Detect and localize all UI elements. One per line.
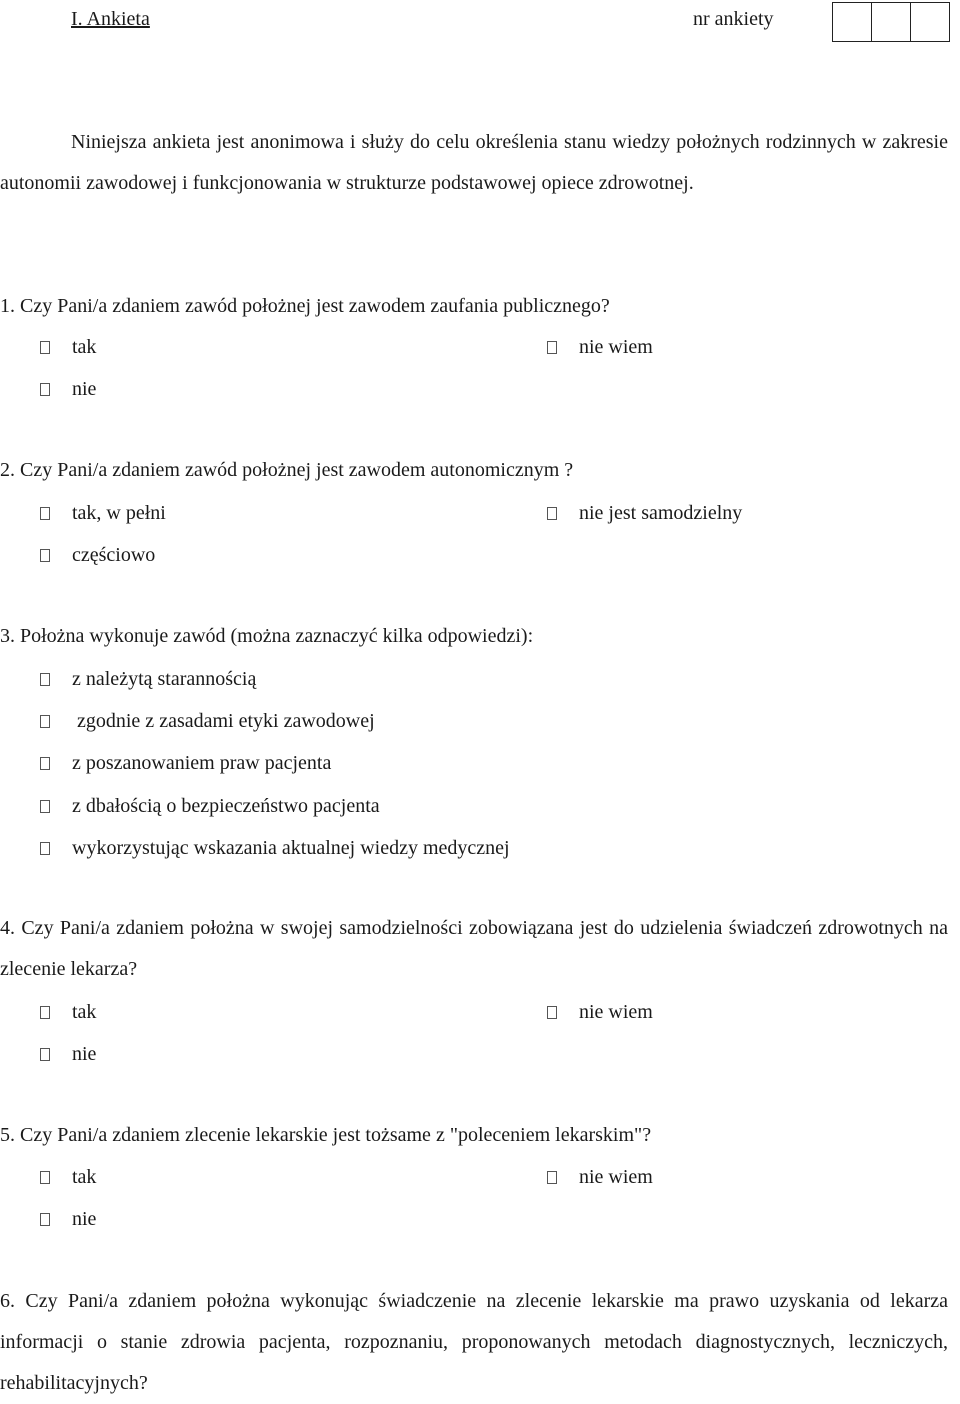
- option-label: częściowo: [72, 544, 156, 566]
- checkbox-icon[interactable]: [40, 1048, 50, 1061]
- option-label: nie wiem: [579, 336, 653, 358]
- question-3-text: 3. Położna wykonuje zawód (można zaznaczyć kilka odpowiedzi):: [0, 625, 534, 647]
- checkbox-icon[interactable]: [40, 341, 50, 354]
- q1-option-nie-wiem[interactable]: [547, 336, 653, 359]
- checkbox-icon[interactable]: [40, 842, 50, 855]
- question-4-text: 4. Czy Pani/a zdaniem położna w swojej samodzielności zobowiązana jest do udzielenia świadczeń zdrowotnych na zlecenie lekarza?: [0, 917, 948, 980]
- q5-option-tak[interactable]: [40, 1166, 96, 1189]
- checkbox-icon[interactable]: [40, 1171, 50, 1184]
- survey-number-box-1[interactable]: [832, 2, 872, 42]
- q3-option-5[interactable]: [40, 837, 510, 860]
- survey-number-boxes: [832, 2, 950, 42]
- q4-option-tak[interactable]: [40, 1001, 96, 1024]
- option-label: tak: [72, 1001, 97, 1023]
- checkbox-icon[interactable]: [40, 1006, 50, 1019]
- option-label: tak, w pełni: [72, 502, 166, 524]
- q4-option-nie[interactable]: [40, 1043, 96, 1066]
- option-label: nie: [72, 1208, 97, 1230]
- intro-paragraph: Niniejsza ankieta jest anonimowa i służy do celu określenia stanu wiedzy położnych rodzinnych w zakresie autonomii zawodowej i funkcjonowania w strukturze podstawowej opiece zdrowotnej.: [0, 131, 948, 194]
- q2-option-czesciowo[interactable]: [40, 544, 155, 567]
- checkbox-icon[interactable]: [40, 549, 50, 562]
- q2-option-nie-jest-samodzielny[interactable]: [547, 502, 742, 525]
- option-label: tak: [72, 1166, 97, 1188]
- option-label: nie wiem: [579, 1166, 653, 1188]
- q5-option-nie-wiem[interactable]: [547, 1166, 653, 1189]
- option-label: nie wiem: [579, 1001, 653, 1023]
- question-2-text: 2. Czy Pani/a zdaniem zawód położnej jest zawodem autonomicznym ?: [0, 459, 574, 481]
- q1-option-tak[interactable]: [40, 336, 96, 359]
- question-5-text: 5. Czy Pani/a zdaniem zlecenie lekarskie jest tożsame z "poleceniem lekarskim"?: [0, 1124, 652, 1146]
- q2-option-tak-w-pelni[interactable]: [40, 502, 166, 525]
- checkbox-icon[interactable]: [40, 757, 50, 770]
- option-label: z dbałością o bezpieczeństwo pacjenta: [72, 795, 380, 817]
- survey-title: I. Ankieta: [71, 8, 150, 30]
- checkbox-icon[interactable]: [547, 507, 557, 520]
- option-label: nie jest samodzielny: [579, 502, 743, 524]
- q4-option-nie-wiem[interactable]: [547, 1001, 653, 1024]
- checkbox-icon[interactable]: [40, 715, 50, 728]
- q3-option-4[interactable]: [40, 795, 380, 818]
- q1-option-nie[interactable]: [40, 378, 96, 401]
- option-label: zgodnie z zasadami etyki zawodowej: [72, 710, 375, 732]
- q3-option-2[interactable]: [40, 710, 375, 733]
- survey-number-box-2[interactable]: [871, 2, 911, 42]
- q5-option-nie[interactable]: [40, 1208, 96, 1231]
- question-1-text: 1. Czy Pani/a zdaniem zawód położnej jest zawodem zaufania publicznego?: [0, 295, 610, 317]
- survey-number-box-3[interactable]: [910, 2, 950, 42]
- checkbox-icon[interactable]: [40, 1213, 50, 1226]
- checkbox-icon[interactable]: [547, 1171, 557, 1184]
- q3-option-3[interactable]: [40, 752, 331, 775]
- checkbox-icon[interactable]: [547, 1006, 557, 1019]
- checkbox-icon[interactable]: [40, 673, 50, 686]
- option-label: z należytą starannością: [72, 668, 257, 690]
- option-label: nie: [72, 1043, 97, 1065]
- checkbox-icon[interactable]: [547, 341, 557, 354]
- option-label: wykorzystując wskazania aktualnej wiedzy medycznej: [72, 837, 510, 859]
- option-label: tak: [72, 336, 97, 358]
- checkbox-icon[interactable]: [40, 800, 50, 813]
- checkbox-icon[interactable]: [40, 507, 50, 520]
- q3-option-1[interactable]: [40, 668, 256, 691]
- option-label: z poszanowaniem praw pacjenta: [72, 752, 332, 774]
- survey-number-label: nr ankiety: [693, 8, 774, 30]
- option-label: nie: [72, 378, 97, 400]
- checkbox-icon[interactable]: [40, 383, 50, 396]
- question-6-text: 6. Czy Pani/a zdaniem położna wykonując świadczenie na zlecenie lekarskie ma prawo uzyskania od lekarza informacji o stanie zdrowia pacjenta, rozpoznaniu, proponowanych metodach diagnostycznych, leczniczych, rehabilitacyjnych?: [0, 1290, 948, 1394]
